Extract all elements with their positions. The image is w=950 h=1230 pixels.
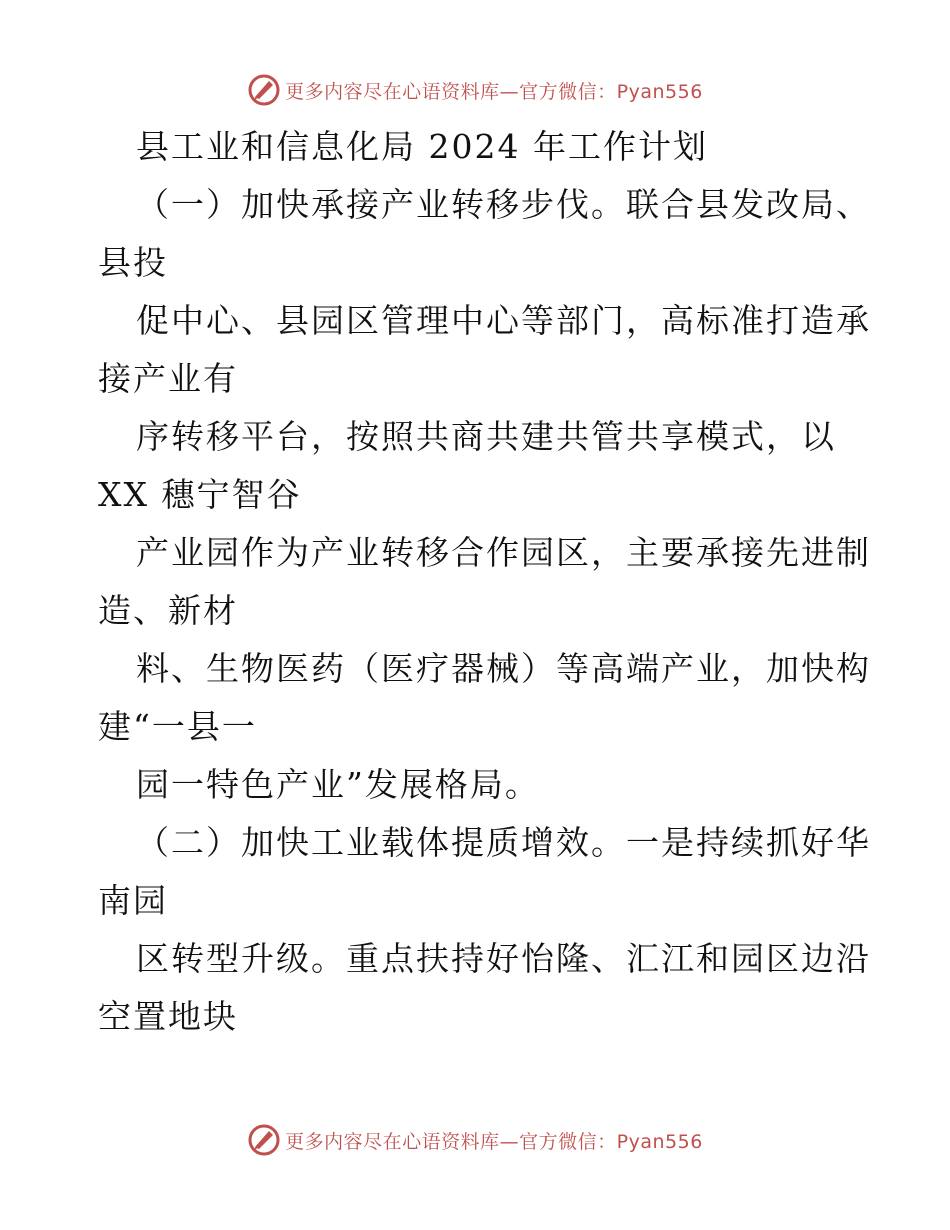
text-line: 南园 [98,881,168,920]
document-body [98,118,871,1046]
text-line: 序转移平台，按照共商共建共管共享模式，以 [136,417,836,456]
text-line: 料、生物医药（医疗器械）等高端产业，加快构 [136,649,871,688]
banner-text: 更多内容尽在心语资料库—官方微信：Pyan556 [285,1130,703,1153]
text-line: 产业园作为产业转移合作园区，主要承接先进制 [136,533,871,572]
text-line: 接产业有 [98,359,238,398]
text-line: （一）加快承接产业转移步伐。联合县发改局、 [136,185,871,224]
text-line: 促中心、县园区管理中心等部门，高标准打造承 [136,301,871,340]
text-line: 区转型升级。重点扶持好怡隆、汇江和园区边沿 [136,939,871,978]
text-line: 建“一县一 [98,707,257,746]
text-line: 县工业和信息化局 2024 年工作计划 [136,127,708,166]
header-banner [0,70,950,110]
banner-text: 更多内容尽在心语资料库—官方微信：Pyan556 [285,80,703,103]
quill-pen-logo-icon [247,1123,281,1157]
text-line: 空置地块 [98,997,238,1036]
text-line: 园一特色产业”发展格局。 [136,765,540,804]
text-line: 造、新材 [98,591,238,630]
footer-banner [0,1120,950,1160]
text-line: （二）加快工业载体提质增效。一是持续抓好华 [136,823,871,862]
text-line: 县投 [98,243,168,282]
text-line: XX 穗宁智谷 [98,475,302,514]
quill-pen-logo-icon [247,73,281,107]
